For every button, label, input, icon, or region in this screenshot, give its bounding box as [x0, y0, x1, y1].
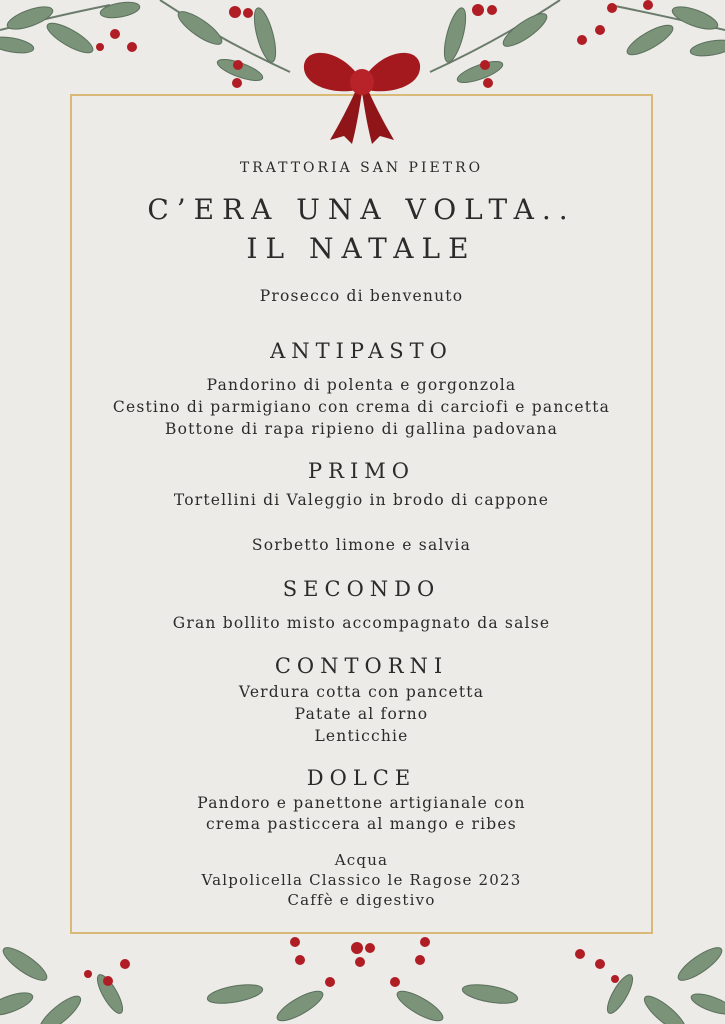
menu-title-line-1: C’ERA UNA VOLTA..	[147, 193, 576, 226]
sorbetto-item: Sorbetto limone e salvia	[251, 536, 472, 554]
berry-cluster-icon	[84, 937, 619, 987]
contorni-item: Lenticchie	[314, 727, 409, 745]
welcome-drink: Prosecco di benvenuto	[259, 287, 464, 305]
red-bow-icon	[302, 40, 422, 144]
primo-item: Tortellini di Valeggio in brodo di cappone	[173, 491, 550, 509]
contorni-item: Patate al forno	[294, 705, 429, 723]
section-heading-dolce: DOLCE	[306, 766, 417, 790]
secondo-item: Gran bollito misto accompagnato da salse	[172, 614, 551, 632]
antipasto-item: Bottone di rapa ripieno di gallina padovana	[164, 420, 559, 438]
section-heading-contorni: CONTORNI	[274, 654, 449, 678]
restaurant-name: TRATTORIA SAN PIETRO	[239, 160, 484, 176]
section-heading-secondo: SECONDO	[282, 577, 441, 601]
drink-item: Acqua	[334, 851, 389, 869]
drink-item: Caffè e digestivo	[287, 891, 436, 909]
antipasto-item: Cestino di parmigiano con crema di carciofi e pancetta	[112, 398, 611, 416]
drink-item: Valpolicella Classico le Ragose 2023	[201, 871, 522, 889]
menu-title-line-2: IL NATALE	[246, 232, 477, 265]
dolce-item: crema pasticcera al mango e ribes	[206, 815, 517, 833]
antipasto-item: Pandorino di polenta e gorgonzola	[206, 376, 517, 394]
bottom-holly-decoration	[0, 934, 725, 1024]
dolce-item: Pandoro e panettone artigianale con	[197, 794, 526, 812]
holly-branch-icon	[0, 943, 725, 1024]
section-heading-antipasto: ANTIPASTO	[270, 339, 453, 363]
section-heading-primo: PRIMO	[308, 459, 415, 483]
contorni-item: Verdura cotta con pancetta	[238, 683, 485, 701]
